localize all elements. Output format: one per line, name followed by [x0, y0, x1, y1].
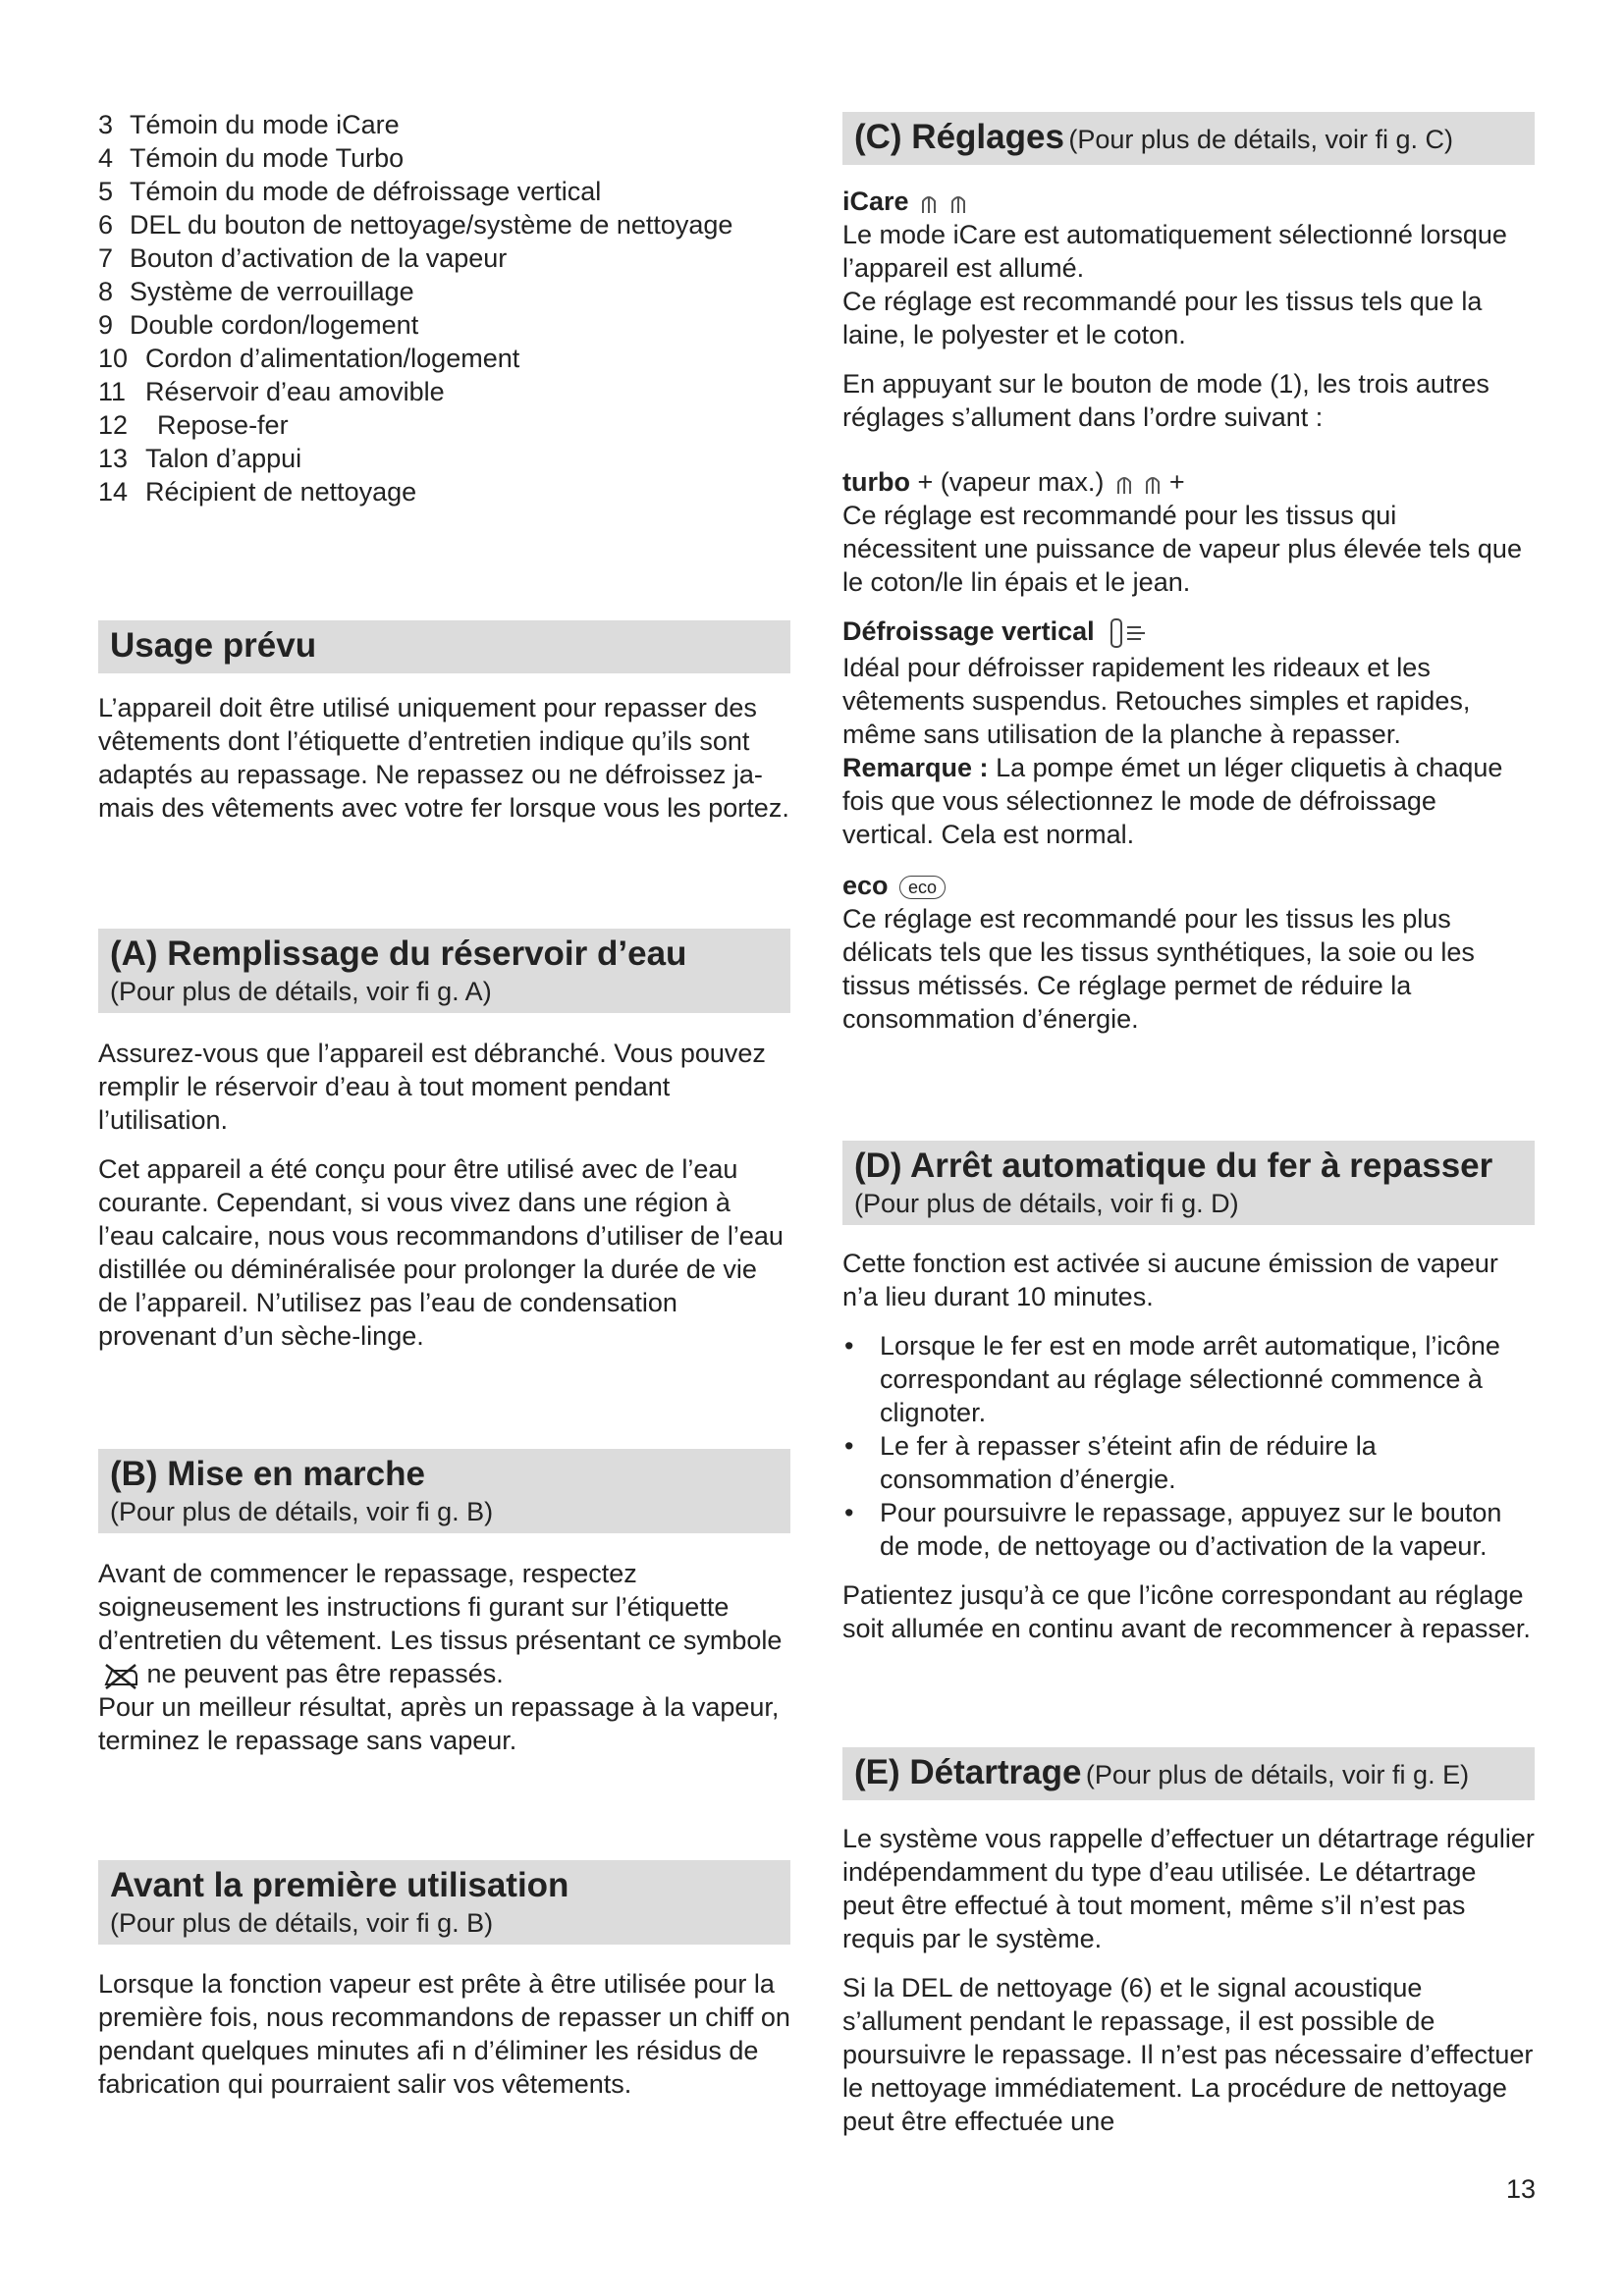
steam-level-icon — [920, 191, 938, 215]
section-first-header — [98, 1860, 790, 1945]
list-item: • Le fer à repasser s’éteint afin de réduire la consommation d’énergie. — [842, 1429, 1535, 1496]
section-e-subtitle: (Pour plus de détails, voir fi g. E) — [1085, 1760, 1470, 1789]
icare-row: iCare — [842, 185, 1535, 218]
vertical-text: Idéal pour défroisser rapidement les rideaux et les vêtements suspendus. Retouches simples et rapides, même sans utilisation de la planche à repasser. — [842, 652, 1471, 749]
section-d-subtitle: (Pour plus de détails, voir fi g. D) — [854, 1189, 1239, 1218]
section-d-title: (D) Arrêt automatique du fer à repasser — [854, 1147, 1493, 1185]
section-first-body — [98, 1967, 790, 2101]
steam-level-icon — [1115, 472, 1133, 496]
turbo-row: turbo + (vapeur max.) + — [842, 467, 1185, 497]
section-b-body — [98, 1557, 790, 1757]
section-c-header — [842, 112, 1535, 165]
list-item: 4 Témoin du mode Turbo — [98, 143, 405, 173]
list-item: 12 Repose-fer — [98, 410, 289, 440]
section-a-p2: Cet appareil a été conçu pour être utilisé avec de l’eau courante. Cependant, si vous vivez dans une région à l’eau calcaire, nous vous recommandons d’utiliser de l’eau distillée ou déminéralisée pour prolonger la durée de vie de l’appareil. N’utilisez pas l’eau de condensation provenant d’un sèche-linge. — [98, 1154, 784, 1351]
list-item: 3 Témoin du mode iCare — [98, 110, 400, 139]
eco-row: eco eco — [842, 869, 1535, 902]
usage-title: Usage prévu — [110, 626, 317, 665]
section-first-title: Avant la première utilisation — [110, 1866, 569, 1904]
list-item: 14 Récipient de nettoyage — [98, 477, 417, 507]
section-first-p1: Lorsque la fonction vapeur est prête à être utilisée pour la première fois, nous recommandons de repasser un chiff on pendant quelques minutes afi n d’éliminer les résidus de fabrication qui pourraient salir vos vêtements. — [98, 1969, 790, 2099]
list-item: • Lorsque le fer est en mode arrêt automatique, l’icône correspondant au réglage sélectionné commence à clignoter. — [842, 1329, 1535, 1429]
section-c-body — [842, 185, 1535, 1036]
section-e-body — [842, 1822, 1535, 2138]
vertical-row: Défroissage vertical — [842, 614, 1535, 651]
usage-header — [98, 620, 790, 673]
section-e-p1: Le système vous rappelle d’effectuer un détartrage régulier indépendamment du type d’eau utilisée. Le détartrage peut être effectué à tout moment, même s’il n’est pas requis par le système. — [842, 1824, 1535, 1953]
section-b-p1: Avant de commencer le repassage, respectez soigneusement les instructions fi gurant sur l’étiquette d’entretien du vêtement. Les tissus présentant ce symbole ne peuvent pas être repassés. — [98, 1559, 783, 1688]
vertical-steam-icon — [1106, 615, 1153, 651]
list-item: 8 Système de verrouillage — [98, 277, 414, 306]
section-first-subtitle: (Pour plus de détails, voir fi g. B) — [110, 1908, 494, 1938]
no-iron-icon — [102, 1661, 139, 1690]
section-e-title: (E) Détartrage — [854, 1753, 1082, 1791]
section-a-header — [98, 929, 790, 1013]
section-d-p1: Cette fonction est activée si aucune émission de vapeur n’a lieu durant 10 minutes. — [842, 1249, 1498, 1311]
list-item: 10 Cordon d’alimentation/logement — [98, 344, 520, 373]
section-d-bullets — [842, 1329, 1535, 1563]
usage-body — [98, 691, 790, 825]
list-item: 7 Bouton d’activation de la vapeur — [98, 243, 508, 273]
section-b-subtitle: (Pour plus de détails, voir fi g. B) — [110, 1497, 494, 1526]
list-item: • Pour poursuivre le repassage, appuyez sur le bouton de mode, de nettoyage ou d’activation de la vapeur. — [842, 1496, 1535, 1563]
section-d-p2: Patientez jusqu’à ce que l’icône correspondant au réglage soit allumée en continu avant de recommencer à repasser. — [842, 1580, 1531, 1643]
section-b-title: (B) Mise en marche — [110, 1455, 425, 1493]
section-a-subtitle: (Pour plus de détails, voir fi g. A) — [110, 977, 492, 1006]
eco-badge-icon: eco — [899, 876, 946, 899]
section-a-p1: Assurez-vous que l’appareil est débranché. Vous pouvez remplir le réservoir d’eau à tout moment pendant l’utilisation. — [98, 1039, 766, 1135]
mode-text: En appuyant sur le bouton de mode (1), les trois autres réglages s’allument dans l’ordre suivant : — [842, 369, 1489, 432]
icare-text: Le mode iCare est automatiquement sélectionné lorsque l’appareil est allumé. — [842, 220, 1507, 283]
section-a-title: (A) Remplissage du réservoir d’eau — [110, 934, 687, 973]
section-e-p2: Si la DEL de nettoyage (6) et le signal acoustique s’allument pendant le repassage, il est possible de poursuivre le repassage. Il n’est pas nécessaire d’effectuer le nettoyage immédiatement. La procédure de nettoyage peut être effectuée une — [842, 1973, 1534, 2136]
list-item: 9 Double cordon/logement — [98, 310, 419, 340]
section-c-title: (C) Réglages — [854, 118, 1064, 156]
section-e-header — [842, 1747, 1535, 1800]
list-item: 5 Témoin du mode de défroissage vertical — [98, 177, 602, 206]
section-d-body — [842, 1247, 1535, 1645]
section-d-header — [842, 1141, 1535, 1225]
usage-text: L’appareil doit être utilisé uniquement pour repasser des vêtements dont l’étiquette d’entretien indique qu’ils sont adaptés au repassage. Ne repassez ou ne défroissez ja-mais des vêtements avec votre fer lorsque vous les portez. — [98, 693, 789, 823]
page-number: 13 — [1505, 2174, 1536, 2204]
list-item: 6 DEL du bouton de nettoyage/système de nettoyage — [98, 210, 733, 240]
list-item: 13 Talon d’appui — [98, 444, 302, 473]
section-b-p2: Pour un meilleur résultat, après un repassage à la vapeur, terminez le repassage sans vapeur. — [98, 1692, 780, 1755]
section-c-subtitle: (Pour plus de détails, voir fi g. C) — [1068, 125, 1454, 154]
icare-text-2: Ce réglage est recommandé pour les tissus tels que la laine, le polyester et le coton. — [842, 287, 1483, 349]
list-item: 11 Réservoir d’eau amovible — [98, 377, 445, 406]
remark: Remarque : La pompe émet un léger cliquetis à chaque fois que vous sélectionnez le mode de défroissage vertical. Cela est normal. — [842, 752, 1503, 849]
parts-list — [98, 108, 738, 508]
section-b-header — [98, 1449, 790, 1533]
eco-text: Ce réglage est recommandé pour les tissus les plus délicats tels que les tissus synthétiques, la soie ou les tissus métissés. Ce réglage permet de réduire la consommation d’énergie. — [842, 903, 1475, 1034]
steam-level-icon — [949, 191, 967, 215]
turbo-text: Ce réglage est recommandé pour les tissus qui nécessitent une puissance de vapeur plus élevée tels que le coton/le lin épais et le jean. — [842, 501, 1522, 597]
section-a-body — [98, 1037, 790, 1353]
steam-level-icon — [1144, 472, 1162, 496]
